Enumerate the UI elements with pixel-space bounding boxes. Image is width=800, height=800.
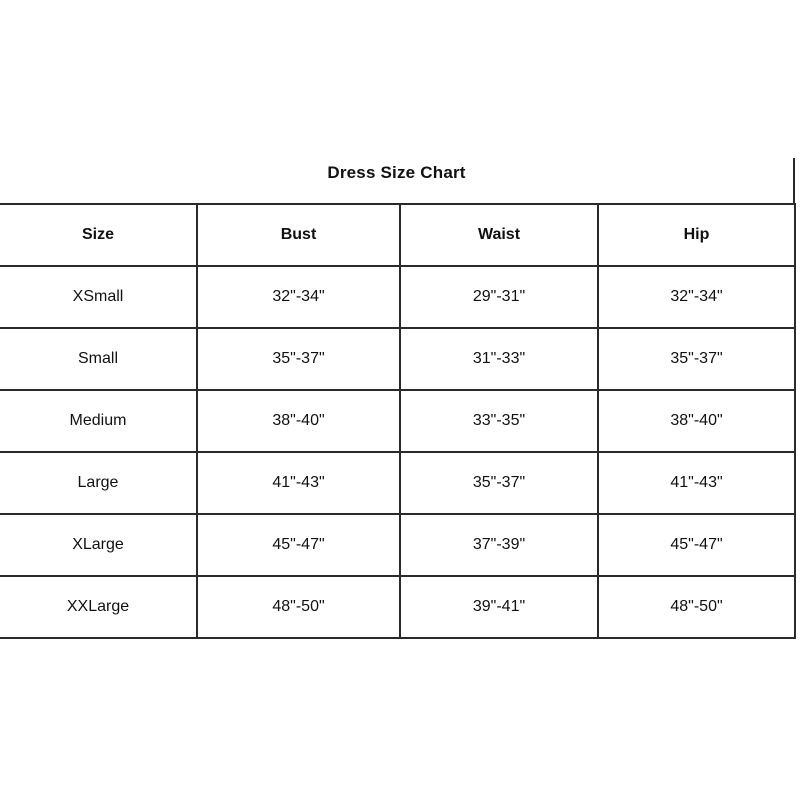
size-cell: Medium: [0, 390, 197, 452]
table-row-small: [0, 328, 795, 390]
title-band: [0, 158, 795, 203]
size-table: [0, 203, 796, 639]
chart-title: Dress Size Chart: [327, 163, 466, 182]
column-header-hip: Hip: [598, 204, 795, 266]
bust-cell: 41"-43": [197, 452, 400, 514]
table-row-xsmall: [0, 266, 795, 328]
waist-cell: 39"-41": [400, 576, 598, 638]
bust-cell: 48"-50": [197, 576, 400, 638]
waist-cell: 35"-37": [400, 452, 598, 514]
bust-cell: 32"-34": [197, 266, 400, 328]
waist-cell: 29"-31": [400, 266, 598, 328]
hip-cell: 35"-37": [598, 328, 795, 390]
bust-cell: 45"-47": [197, 514, 400, 576]
header-row: [0, 204, 795, 266]
waist-cell: 31"-33": [400, 328, 598, 390]
hip-cell: 41"-43": [598, 452, 795, 514]
hip-cell: 32"-34": [598, 266, 795, 328]
size-cell: XXLarge: [0, 576, 197, 638]
bust-cell: 38"-40": [197, 390, 400, 452]
table-row-xxlarge: [0, 576, 795, 638]
column-header-bust: Bust: [197, 204, 400, 266]
hip-cell: 45"-47": [598, 514, 795, 576]
hip-cell: 38"-40": [598, 390, 795, 452]
hip-cell: 48"-50": [598, 576, 795, 638]
table-row-xlarge: [0, 514, 795, 576]
table-row-medium: [0, 390, 795, 452]
column-header-size: Size: [0, 204, 197, 266]
size-cell: XLarge: [0, 514, 197, 576]
size-cell: XSmall: [0, 266, 197, 328]
table-row-large: [0, 452, 795, 514]
waist-cell: 33"-35": [400, 390, 598, 452]
size-cell: Large: [0, 452, 197, 514]
waist-cell: 37"-39": [400, 514, 598, 576]
column-header-waist: Waist: [400, 204, 598, 266]
bust-cell: 35"-37": [197, 328, 400, 390]
size-cell: Small: [0, 328, 197, 390]
